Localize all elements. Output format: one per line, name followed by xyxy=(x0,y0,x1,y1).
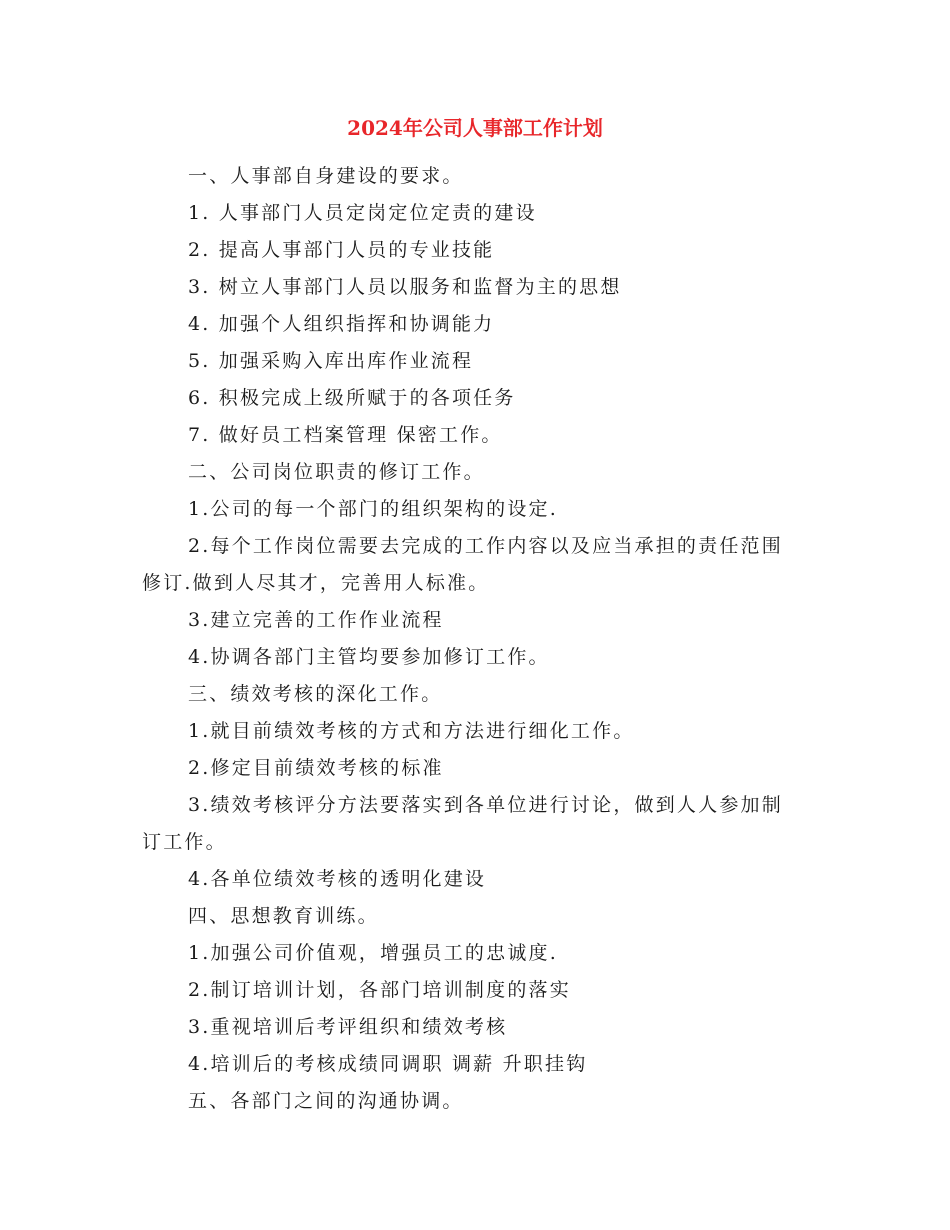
section-heading-5: 五、各部门之间的沟通协调。 xyxy=(188,1090,464,1112)
list-item: 7. 做好员工档案管理 保密工作。 xyxy=(188,424,503,446)
list-item: 2.修定目前绩效考核的标准 xyxy=(188,757,444,779)
section-heading-4: 四、思想教育训练。 xyxy=(188,905,379,927)
list-item: 1. 人事部门人员定岗定位定责的建设 xyxy=(188,202,537,224)
list-item: 1.加强公司价值观，增强员工的忠诚度. xyxy=(188,942,558,964)
list-item: 4.协调各部门主管均要参加修订工作。 xyxy=(188,646,550,668)
section-heading-3: 三、绩效考核的深化工作。 xyxy=(188,683,443,705)
list-item: 2.制订培训计划，各部门培训制度的落实 xyxy=(188,979,571,1001)
document-title: 2024年公司人事部工作计划 xyxy=(347,116,603,140)
list-item: 5. 加强采购入库出库作业流程 xyxy=(188,350,474,372)
list-item: 4. 加强个人组织指挥和协调能力 xyxy=(188,313,495,335)
document-body xyxy=(142,158,822,1120)
list-item: 3.建立完善的工作作业流程 xyxy=(188,609,444,631)
list-item: 4.培训后的考核成绩同调职 调薪 升职挂钩 xyxy=(188,1053,588,1075)
section-heading-1: 一、人事部自身建设的要求。 xyxy=(188,165,464,187)
list-item: 3. 树立人事部门人员以服务和监督为主的思想 xyxy=(188,276,622,298)
list-item: 1.公司的每一个部门的组织架构的设定. xyxy=(188,498,558,520)
list-item: 6. 积极完成上级所赋于的各项任务 xyxy=(188,387,516,409)
section-heading-2: 二、公司岗位职责的修订工作。 xyxy=(188,461,485,483)
list-item: 3.重视培训后考评组织和绩效考核 xyxy=(188,1016,508,1038)
list-item: 4.各单位绩效考核的透明化建设 xyxy=(188,868,487,890)
list-item: 1.就目前绩效考核的方式和方法进行细化工作。 xyxy=(188,720,635,742)
list-item: 2. 提高人事部门人员的专业技能 xyxy=(188,239,495,261)
list-item-wrapped: 3.绩效考核评分方法要落实到各单位进行讨论，做到人人参加制订工作。 xyxy=(142,794,783,853)
list-item-wrapped: 2.每个工作岗位需要去完成的工作内容以及应当承担的责任范围修订.做到人尽其才，完善用人标准。 xyxy=(142,535,783,594)
